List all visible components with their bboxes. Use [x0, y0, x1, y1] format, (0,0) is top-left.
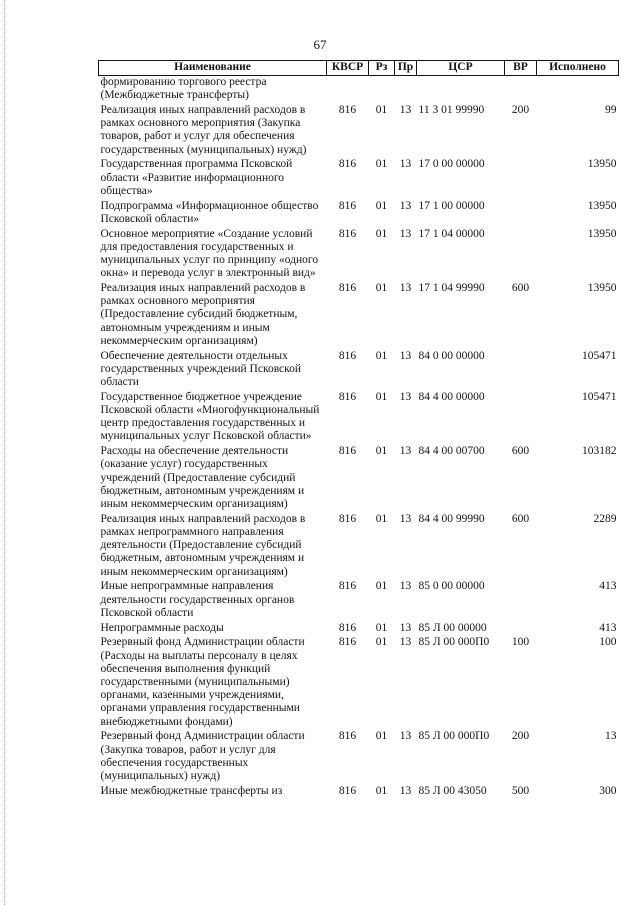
- table-row: [99, 228, 619, 282]
- header-name: Наименование: [99, 61, 327, 76]
- cell-pr: 13: [399, 199, 412, 212]
- cell-name: Реализация иных направлений расходов в рамках непрограммного направления деятельности (Предоставление субсидий бюджетным, автономным учреждениям и иным некоммерческим организациям): [100, 512, 306, 578]
- table-row: [99, 785, 619, 800]
- cell-vr: [505, 350, 537, 391]
- cell-vr: 200: [511, 104, 530, 116]
- cell-rz: 01: [375, 349, 388, 362]
- cell-name: Государственная программа Псковской области «Развитие информационного общества»: [100, 158, 293, 197]
- table-row: [99, 622, 619, 637]
- cell-pr: 13: [399, 784, 412, 797]
- cell-done: [537, 76, 619, 105]
- header-row: [99, 61, 619, 76]
- cell-pr: 13: [399, 104, 412, 116]
- cell-name: Государственное бюджетное учреждение Псковской области «Многофункциональный центр предоставления государственных и муниципальных услуг Псковской области»: [100, 390, 320, 443]
- cell-pr: 13: [399, 390, 412, 403]
- cell-rz: 01: [375, 104, 388, 116]
- table-row: [99, 513, 619, 581]
- table-row: [99, 445, 619, 513]
- table-row: [99, 391, 619, 445]
- cell-done: 300: [599, 784, 617, 797]
- cell-done: 13950: [587, 227, 617, 240]
- header-kvsr: КВСР: [327, 61, 369, 76]
- cell-done: 13950: [587, 282, 617, 295]
- cell-kvsr: 816: [338, 445, 357, 458]
- cell-csr: 84 4 00 00000: [418, 390, 485, 403]
- cell-vr: [505, 228, 537, 282]
- cell-kvsr: 816: [338, 730, 357, 743]
- cell-rz: 01: [375, 282, 388, 295]
- table-row: [99, 104, 619, 158]
- cell-csr: 85 0 00 00000: [418, 580, 485, 593]
- table-row: [99, 282, 619, 350]
- cell-kvsr: 816: [338, 349, 357, 362]
- cell-done: 413: [599, 621, 617, 634]
- cell-vr: 500: [511, 784, 530, 797]
- cell-done: 13950: [587, 199, 617, 212]
- cell-csr: 85 Л 00 00000: [418, 621, 487, 634]
- cell-rz: 01: [375, 390, 388, 403]
- cell-vr: [505, 391, 537, 445]
- cell-pr: 13: [399, 227, 412, 240]
- cell-csr: 11 3 01 99990: [418, 104, 485, 116]
- cell-csr: 84 0 00 00000: [418, 349, 485, 362]
- cell-kvsr: [327, 76, 369, 105]
- cell-csr: 85 Л 00 43050: [418, 784, 487, 797]
- table-row: [99, 730, 619, 784]
- cell-vr: 600: [511, 512, 530, 525]
- cell-csr: 17 1 04 99990: [418, 282, 485, 295]
- cell-csr: 85 Л 00 000П0: [418, 636, 490, 649]
- cell-pr: 13: [399, 621, 412, 634]
- header-rz: Рз: [369, 61, 395, 76]
- cell-name: формированию торгового реестра (Межбюджетные трансферты): [100, 76, 267, 102]
- cell-done: 413: [599, 580, 617, 593]
- header-done: Исполнено: [537, 61, 619, 76]
- cell-rz: [369, 76, 395, 105]
- cell-kvsr: 816: [338, 580, 357, 593]
- table-row: [99, 158, 619, 199]
- cell-vr: [505, 76, 537, 105]
- cell-kvsr: 816: [338, 227, 357, 240]
- cell-done: 99: [605, 104, 617, 116]
- cell-name: Иные межбюджетные трансферты из: [100, 784, 283, 797]
- cell-pr: 13: [399, 445, 412, 458]
- budget-table: [98, 60, 619, 800]
- cell-done: 100: [599, 636, 617, 649]
- cell-done: 103182: [582, 445, 617, 458]
- cell-vr: [505, 580, 537, 621]
- cell-kvsr: 816: [338, 158, 357, 171]
- cell-name: Подпрограмма «Информационное общество Псковской области»: [100, 199, 319, 225]
- cell-kvsr: 816: [338, 636, 357, 649]
- cell-csr: 84 4 00 99990: [418, 512, 485, 525]
- header-csr: ЦСР: [417, 61, 505, 76]
- table-header: [99, 61, 619, 76]
- cell-done: 105471: [582, 390, 617, 403]
- cell-kvsr: 816: [338, 282, 357, 295]
- scan-edge-line: [4, 0, 5, 905]
- cell-csr: 17 1 00 00000: [418, 199, 485, 212]
- table-row: [99, 580, 619, 621]
- header-pr: Пр: [395, 61, 417, 76]
- cell-pr: 13: [399, 730, 412, 743]
- table-row: [99, 200, 619, 228]
- cell-name: Обеспечение деятельности отдельных государственных учреждений Псковской области: [100, 349, 302, 389]
- cell-pr: 13: [399, 158, 412, 171]
- cell-name: Основное мероприятие «Создание условий для предоставления государственных и муниципальных услуг по принципу «одного окна» и перевода услуг в электронный вид»: [100, 227, 319, 280]
- cell-name: Реализация иных направлений расходов в рамках основного мероприятия (Закупка товаров, работ и услуг для обеспечения государственных (муниципальных) нужд): [100, 104, 307, 156]
- cell-vr: 600: [511, 282, 530, 295]
- cell-kvsr: 816: [338, 390, 357, 403]
- cell-rz: 01: [375, 636, 388, 649]
- cell-vr: [505, 622, 537, 637]
- cell-pr: 13: [399, 512, 412, 525]
- cell-name: Непрограммные расходы: [100, 621, 224, 634]
- cell-pr: [395, 76, 417, 105]
- cell-rz: 01: [375, 227, 388, 240]
- page-number: 67: [313, 37, 327, 52]
- cell-csr: 17 1 04 00000: [418, 227, 485, 240]
- cell-vr: 600: [511, 445, 530, 458]
- cell-name: Иные непрограммные направления деятельности государственных органов Псковской области: [100, 580, 295, 619]
- cell-rz: 01: [375, 621, 388, 634]
- cell-kvsr: 816: [338, 621, 357, 634]
- cell-vr: 100: [511, 636, 530, 649]
- cell-done: 2289: [593, 512, 617, 525]
- cell-csr: [417, 76, 505, 105]
- cell-vr: 200: [511, 730, 530, 743]
- cell-vr: [505, 200, 537, 228]
- cell-kvsr: 816: [338, 104, 357, 116]
- cell-name: Резервный фонд Администрации области (Закупка товаров, работ и услуг для обеспечения государственных (муниципальных) нужд): [100, 730, 305, 783]
- cell-done: 13950: [587, 158, 617, 171]
- cell-pr: 13: [399, 349, 412, 362]
- cell-name: Расходы на обеспечение деятельности (оказание услуг) государственных учреждений (Предоставление субсидий бюджетным, автономным учреждениям и иным некоммерческим организациям): [100, 445, 305, 511]
- cell-rz: 01: [375, 580, 388, 593]
- cell-csr: 17 0 00 00000: [418, 158, 485, 171]
- cell-kvsr: 816: [338, 512, 357, 525]
- cell-rz: 01: [375, 730, 388, 743]
- cell-name: Реализация иных направлений расходов в рамках основного мероприятия (Предоставление субсидий бюджетным, автономным учреждениям и иным некоммерческим организациям): [100, 282, 306, 347]
- cell-csr: 85 Л 00 000П0: [418, 730, 490, 743]
- cell-csr: 84 4 00 00700: [418, 445, 485, 458]
- cell-rz: 01: [375, 784, 388, 797]
- cell-pr: 13: [399, 580, 412, 593]
- cell-vr: [505, 158, 537, 199]
- header-vr: ВР: [505, 61, 537, 76]
- cell-pr: 13: [399, 282, 412, 295]
- cell-kvsr: 816: [338, 199, 357, 212]
- cell-kvsr: 816: [338, 784, 357, 797]
- cell-name: Резервный фонд Администрации области (Расходы на выплаты персоналу в целях обеспечения выполнения функций государственными (муниципальными) органами, казенными учреждениями, органами управления государственными внебюджетными фондами): [100, 636, 305, 728]
- cell-pr: 13: [399, 636, 412, 649]
- cell-done: 13: [605, 730, 617, 743]
- cell-rz: 01: [375, 512, 388, 525]
- table-row: [99, 76, 619, 105]
- cell-rz: 01: [375, 199, 388, 212]
- table-body: [99, 76, 619, 800]
- cell-done: 105471: [582, 349, 617, 362]
- cell-rz: 01: [375, 158, 388, 171]
- cell-rz: 01: [375, 445, 388, 458]
- table-row: [99, 350, 619, 391]
- table-row: [99, 636, 619, 730]
